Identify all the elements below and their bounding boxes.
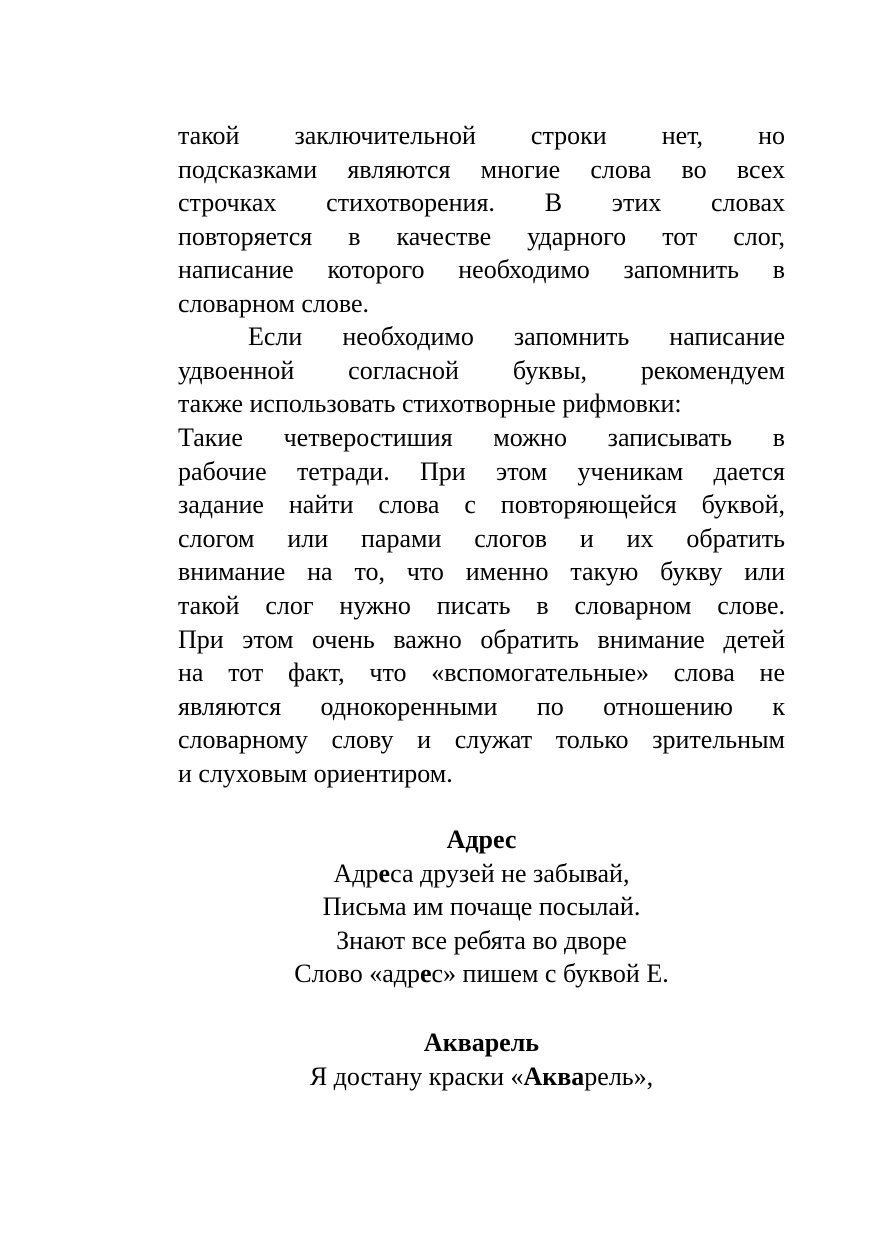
text-line: такой слог нужно писать в словарном слове.	[178, 590, 785, 620]
text-line: и слуховым ориентиром.	[178, 758, 453, 788]
text-line: словарном слове.	[178, 288, 370, 318]
text-line: повторяется в качестве ударного тот слог,	[178, 221, 785, 251]
text-line: на тот факт, что «вспомогательные» слова не	[178, 658, 785, 688]
text-line: строчках стихотворения. В этих словах	[178, 188, 785, 218]
text-line: словарному слову и служат только зрительным	[178, 725, 785, 755]
text-line: Если необходимо запомнить написание	[248, 322, 785, 351]
text-line: написание которого необходимо запомнить в	[178, 255, 785, 285]
poem-line	[178, 890, 785, 924]
poem-text: Письма им почаще посылай.	[322, 892, 641, 922]
paragraph-1	[178, 119, 785, 321]
text-line: такой заключительной строки нет, но	[178, 121, 785, 150]
text-line: подсказками являются многие слова во всех	[178, 154, 785, 184]
poem-text: с» пишем с буквой Е.	[431, 959, 669, 989]
poem-akvarel	[178, 1026, 785, 1093]
text-line: внимание на то, что именно такую букву или	[178, 557, 785, 587]
text-line: задание найти слова с повторяющейся буквой,	[178, 490, 785, 520]
paragraph-3	[178, 421, 785, 791]
poem-text: Знают все ребята во дворе	[336, 925, 627, 955]
text-line: рабочие тетради. При этом ученикам дается	[178, 456, 785, 486]
poem-title: Акварель	[423, 1028, 540, 1057]
poem-text: Слово «адр	[294, 959, 420, 989]
poem-line	[178, 1060, 785, 1094]
poem-text: рель»,	[584, 1061, 654, 1091]
text-line: являются однокоренными по отношению к	[178, 691, 785, 721]
text-line: удвоенной согласной буквы, рекомендуем	[178, 355, 785, 385]
text-line: также использовать стихотворные рифмовки:	[178, 389, 682, 419]
poem-text: Адр	[333, 858, 379, 888]
highlighted-letters: Аква	[523, 1061, 585, 1091]
poem-line	[178, 957, 785, 991]
text-line: слогом или парами слогов и их обратить	[178, 523, 785, 553]
poem-text: са друзей не забывай,	[390, 858, 630, 888]
poem-text: Я достану краски «	[309, 1061, 524, 1091]
highlighted-letters: е	[378, 858, 391, 888]
poem-title: Адрес	[446, 825, 517, 854]
text-line: Такие четверостишия можно записывать в	[178, 423, 785, 452]
poem-line	[178, 924, 785, 958]
paragraph-2	[178, 320, 785, 421]
highlighted-letters: е	[419, 959, 432, 989]
text-line: При этом очень важно обратить внимание детей	[178, 624, 785, 654]
poem-line	[178, 857, 785, 891]
poem-adres	[178, 823, 785, 991]
